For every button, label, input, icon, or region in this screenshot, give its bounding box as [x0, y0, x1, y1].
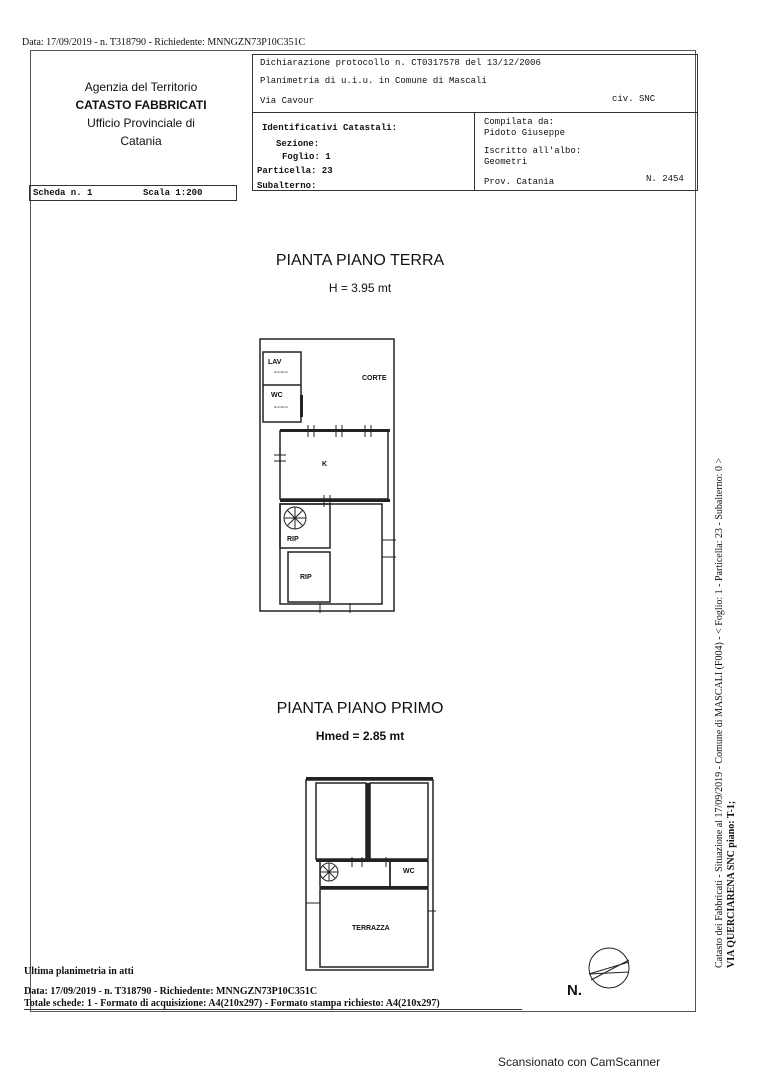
agency-line1: Agenzia del Territorio: [84, 80, 198, 94]
label-rip-1: RIP: [287, 536, 299, 543]
footer-data: Data: 17/09/2019 - n. T318790 - Richiedente: MNNGZN73P10C351C: [24, 986, 318, 997]
scanner-watermark: Scansionato con CamScanner: [498, 1055, 661, 1069]
iscritto-label: Iscritto all'albo:: [484, 146, 582, 156]
label-corte: CORTE: [362, 375, 387, 382]
ground-floor-plan: [250, 335, 410, 620]
provincia-text: Prov. Catania: [484, 177, 555, 187]
civico-text: civ. SNC: [612, 94, 656, 104]
north-label: N.: [567, 982, 582, 999]
agency-line2: CATASTO FABBRICATI: [75, 98, 207, 112]
label-k: K: [322, 461, 328, 468]
sezione-label: Sezione:: [276, 139, 320, 149]
spiral-stair-icon: [284, 507, 306, 529]
label-terrazza: TERRAZZA: [352, 925, 390, 932]
label-wc-upper: WC: [403, 868, 415, 875]
scala-text: Scala 1:200: [143, 188, 203, 198]
scheda-text: Scheda n. 1: [33, 188, 93, 198]
top-info-line: Data: 17/09/2019 - n. T318790 - Richiedente: MNNGZN73P10C351C: [22, 37, 306, 48]
ground-floor-height: H = 3.95 mt: [328, 281, 392, 295]
ground-floor-title: PIANTA PIANO TERRA: [275, 252, 445, 269]
label-wc: WC: [271, 392, 283, 399]
identificativi-label: Identificativi Catastali:: [262, 123, 398, 133]
footer-ultima: Ultima planimetria in atti: [24, 966, 134, 977]
side-text-line1: Catasto dei Fabbricati - Situazione al 17/09/2019 - Comune di MASCALI (F004) - < Foglio: 1 - Particella: 23 - Subalterno: 0 >: [714, 457, 725, 968]
label-rip-2: RIP: [300, 574, 312, 581]
header-vertical-divider: [474, 112, 475, 190]
north-arrow-icon: [585, 944, 637, 990]
label-wc-height: H=2.40 mt: [274, 405, 288, 409]
numero-albo: N. 2454: [646, 174, 684, 184]
via-text: Via Cavour: [260, 96, 315, 106]
agency-line3: Ufficio Provinciale di: [87, 116, 195, 130]
compilata-label: Compilata da:: [484, 117, 555, 127]
planimetria-text: Planimetria di u.i.u. in Comune di Mascali: [260, 76, 487, 86]
footer-underline: [24, 1009, 522, 1010]
label-lav: LAV: [268, 359, 282, 366]
particella-label: Particella: 23: [257, 166, 333, 176]
albo-value: Geometri: [484, 157, 528, 167]
side-text-line2: VIA QUERCIARENA SNC piano: T-1;: [726, 800, 737, 968]
agency-line4: Catania: [120, 134, 162, 148]
first-floor-plan: [300, 775, 440, 975]
first-floor-title: PIANTA PIANO PRIMO: [276, 700, 444, 717]
foglio-label: Foglio: 1: [282, 152, 331, 162]
compilatore-name: Pidoto Giuseppe: [484, 128, 566, 138]
agency-block: [30, 50, 252, 185]
subalterno-label: Subalterno:: [257, 181, 317, 191]
label-lav-height: H=2.40 mt: [274, 370, 288, 374]
first-floor-height: Hmed = 2.85 mt: [315, 729, 405, 743]
dichiarazione-text: Dichiarazione protocollo n. CT0317578 del 13/12/2006: [260, 58, 541, 68]
footer-totale: Totale schede: 1 - Formato di acquisizione: A4(210x297) - Formato stampa richiesto: A4(210x297): [24, 998, 440, 1009]
spiral-stair-upper-icon: [320, 863, 338, 881]
